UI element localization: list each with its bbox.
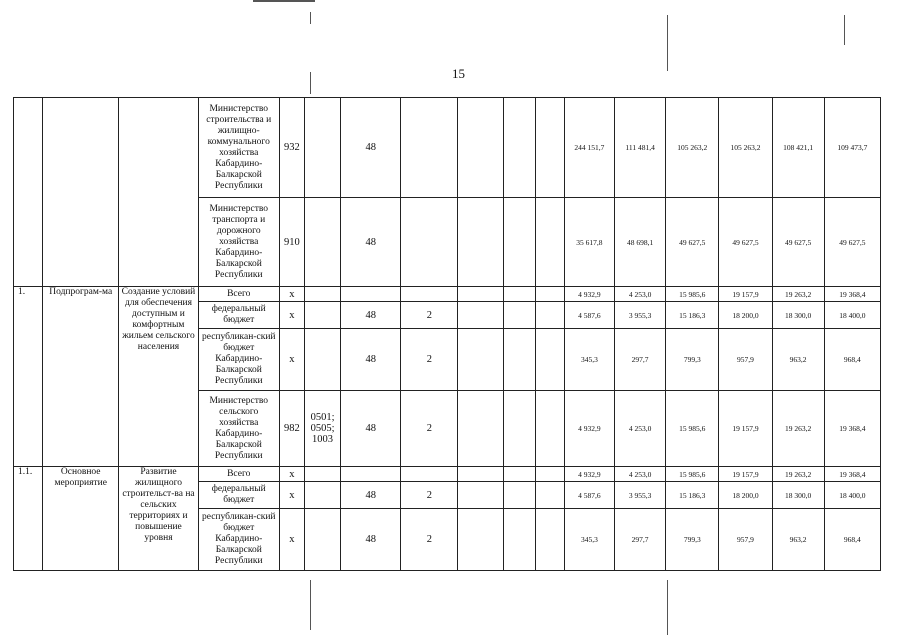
amount-cell: 19 263,2 — [772, 467, 824, 482]
amount-cell: 49 627,5 — [719, 198, 772, 287]
page-number: 15 — [452, 66, 465, 81]
status-cell: Основное мероприятие — [43, 467, 119, 571]
amount-cell: 799,3 — [666, 329, 719, 391]
subprogram-code-cell — [401, 287, 458, 302]
amount-cell: 297,7 — [615, 329, 666, 391]
amount-cell: 49 627,5 — [824, 198, 880, 287]
amount-cell: 48 698,1 — [615, 198, 666, 287]
amount-cell: 18 300,0 — [772, 482, 824, 509]
amount-cell: 3 955,3 — [615, 302, 666, 329]
row-number-cell — [14, 98, 43, 287]
amount-cell: 49 627,5 — [666, 198, 719, 287]
subprogram-code-cell: 2 — [401, 329, 458, 391]
blank-cell — [535, 467, 564, 482]
rzpr-cell — [304, 287, 340, 302]
grbs-cell: 932 — [279, 98, 304, 198]
subprogram-code-cell — [401, 98, 458, 198]
amount-cell: 15 985,6 — [666, 467, 719, 482]
blank-cell — [458, 329, 503, 391]
amount-cell: 4 253,0 — [615, 467, 666, 482]
scan-artifact-line — [310, 580, 311, 630]
grbs-cell: х — [279, 302, 304, 329]
amount-cell: 4 253,0 — [615, 391, 666, 467]
executor-cell: Министерство сельского хозяйства Кабардино-Балкарской Республики — [198, 391, 279, 467]
amount-cell: 19 263,2 — [772, 391, 824, 467]
scan-artifact-line — [310, 72, 311, 94]
amount-cell: 18 400,0 — [824, 482, 880, 509]
rzpr-cell — [304, 302, 340, 329]
amount-cell: 345,3 — [564, 329, 614, 391]
budget-table — [13, 97, 881, 571]
amount-cell: 244 151,7 — [564, 98, 614, 198]
blank-cell — [458, 391, 503, 467]
program-code-cell: 48 — [341, 329, 401, 391]
amount-cell: 297,7 — [615, 509, 666, 571]
blank-cell — [535, 509, 564, 571]
table-row — [14, 98, 881, 198]
amount-cell: 19 263,2 — [772, 287, 824, 302]
amount-cell: 109 473,7 — [824, 98, 880, 198]
blank-cell — [503, 287, 535, 302]
program-code-cell — [341, 287, 401, 302]
program-code-cell: 48 — [341, 482, 401, 509]
program-code-cell: 48 — [341, 198, 401, 287]
subprogram-code-cell — [401, 198, 458, 287]
amount-cell: 19 157,9 — [719, 467, 772, 482]
blank-cell — [503, 302, 535, 329]
blank-cell — [458, 198, 503, 287]
blank-cell — [535, 391, 564, 467]
amount-cell: 105 263,2 — [719, 98, 772, 198]
blank-cell — [535, 329, 564, 391]
amount-cell: 19 157,9 — [719, 287, 772, 302]
scan-artifact-line — [667, 580, 668, 635]
amount-cell: 4 932,9 — [564, 287, 614, 302]
executor-cell: Всего — [198, 287, 279, 302]
table-row — [14, 467, 881, 482]
subprogram-code-cell: 2 — [401, 302, 458, 329]
status-cell: Подпрограм-ма — [43, 287, 119, 467]
blank-cell — [503, 482, 535, 509]
scan-artifact-line — [667, 15, 668, 71]
amount-cell: 19 368,4 — [824, 467, 880, 482]
name-cell: Создание условий для обеспечения доступным и комфортным жильем сельского населения — [119, 287, 198, 467]
amount-cell: 4 253,0 — [615, 287, 666, 302]
subprogram-code-cell: 2 — [401, 482, 458, 509]
blank-cell — [535, 287, 564, 302]
amount-cell: 4 932,9 — [564, 391, 614, 467]
blank-cell — [503, 198, 535, 287]
amount-cell: 18 200,0 — [719, 302, 772, 329]
blank-cell — [535, 98, 564, 198]
blank-cell — [535, 482, 564, 509]
amount-cell: 15 985,6 — [666, 391, 719, 467]
amount-cell: 968,4 — [824, 509, 880, 571]
blank-cell — [503, 509, 535, 571]
amount-cell: 18 200,0 — [719, 482, 772, 509]
amount-cell: 105 263,2 — [666, 98, 719, 198]
subprogram-code-cell: 2 — [401, 391, 458, 467]
rzpr-cell: 0501; 0505; 1003 — [304, 391, 340, 467]
blank-cell — [458, 482, 503, 509]
scan-artifact-line — [310, 12, 311, 24]
status-cell — [43, 98, 119, 287]
name-cell: Развитие жилищного строительст-ва на сельских территориях и повышение уровня — [119, 467, 198, 571]
executor-cell: республикан-ский бюджет Кабардино-Балкарской Республики — [198, 509, 279, 571]
amount-cell: 957,9 — [719, 509, 772, 571]
amount-cell: 19 368,4 — [824, 287, 880, 302]
row-number-cell: 1.1. — [14, 467, 43, 571]
amount-cell: 35 617,8 — [564, 198, 614, 287]
amount-cell: 15 186,3 — [666, 482, 719, 509]
amount-cell: 108 421,1 — [772, 98, 824, 198]
program-code-cell: 48 — [341, 391, 401, 467]
rzpr-cell — [304, 467, 340, 482]
executor-cell: Всего — [198, 467, 279, 482]
blank-cell — [458, 467, 503, 482]
rzpr-cell — [304, 329, 340, 391]
executor-cell: Министерство транспорта и дорожного хозяйства Кабардино-Балкарской Республики — [198, 198, 279, 287]
subprogram-code-cell: 2 — [401, 509, 458, 571]
grbs-cell: х — [279, 287, 304, 302]
scan-artifact-line — [844, 15, 845, 45]
program-code-cell: 48 — [341, 302, 401, 329]
amount-cell: 111 481,4 — [615, 98, 666, 198]
grbs-cell: х — [279, 467, 304, 482]
grbs-cell: 982 — [279, 391, 304, 467]
grbs-cell: х — [279, 482, 304, 509]
rzpr-cell — [304, 98, 340, 198]
amount-cell: 4 587,6 — [564, 482, 614, 509]
executor-cell: республикан-ский бюджет Кабардино-Балкарской Республики — [198, 329, 279, 391]
amount-cell: 15 186,3 — [666, 302, 719, 329]
table-row — [14, 287, 881, 302]
grbs-cell: х — [279, 509, 304, 571]
blank-cell — [458, 287, 503, 302]
blank-cell — [503, 98, 535, 198]
amount-cell: 19 368,4 — [824, 391, 880, 467]
amount-cell: 19 157,9 — [719, 391, 772, 467]
amount-cell: 4 932,9 — [564, 467, 614, 482]
program-code-cell: 48 — [341, 509, 401, 571]
blank-cell — [458, 98, 503, 198]
executor-cell: федеральный бюджет — [198, 482, 279, 509]
amount-cell: 963,2 — [772, 509, 824, 571]
rzpr-cell — [304, 198, 340, 287]
amount-cell: 15 985,6 — [666, 287, 719, 302]
amount-cell: 18 400,0 — [824, 302, 880, 329]
amount-cell: 963,2 — [772, 329, 824, 391]
blank-cell — [503, 391, 535, 467]
grbs-cell: 910 — [279, 198, 304, 287]
blank-cell — [535, 302, 564, 329]
amount-cell: 49 627,5 — [772, 198, 824, 287]
amount-cell: 968,4 — [824, 329, 880, 391]
blank-cell — [503, 467, 535, 482]
blank-cell — [458, 302, 503, 329]
rzpr-cell — [304, 482, 340, 509]
scan-artifact-line — [253, 0, 315, 2]
amount-cell: 799,3 — [666, 509, 719, 571]
program-code-cell: 48 — [341, 98, 401, 198]
name-cell — [119, 98, 198, 287]
program-code-cell — [341, 467, 401, 482]
grbs-cell: х — [279, 329, 304, 391]
blank-cell — [458, 509, 503, 571]
amount-cell: 4 587,6 — [564, 302, 614, 329]
blank-cell — [535, 198, 564, 287]
executor-cell: федеральный бюджет — [198, 302, 279, 329]
amount-cell: 3 955,3 — [615, 482, 666, 509]
amount-cell: 345,3 — [564, 509, 614, 571]
rzpr-cell — [304, 509, 340, 571]
amount-cell: 957,9 — [719, 329, 772, 391]
row-number-cell: 1. — [14, 287, 43, 467]
subprogram-code-cell — [401, 467, 458, 482]
amount-cell: 18 300,0 — [772, 302, 824, 329]
blank-cell — [503, 329, 535, 391]
executor-cell: Министерство строительства и жилищно-коммунального хозяйства Кабардино-Балкарской Республики — [198, 98, 279, 198]
